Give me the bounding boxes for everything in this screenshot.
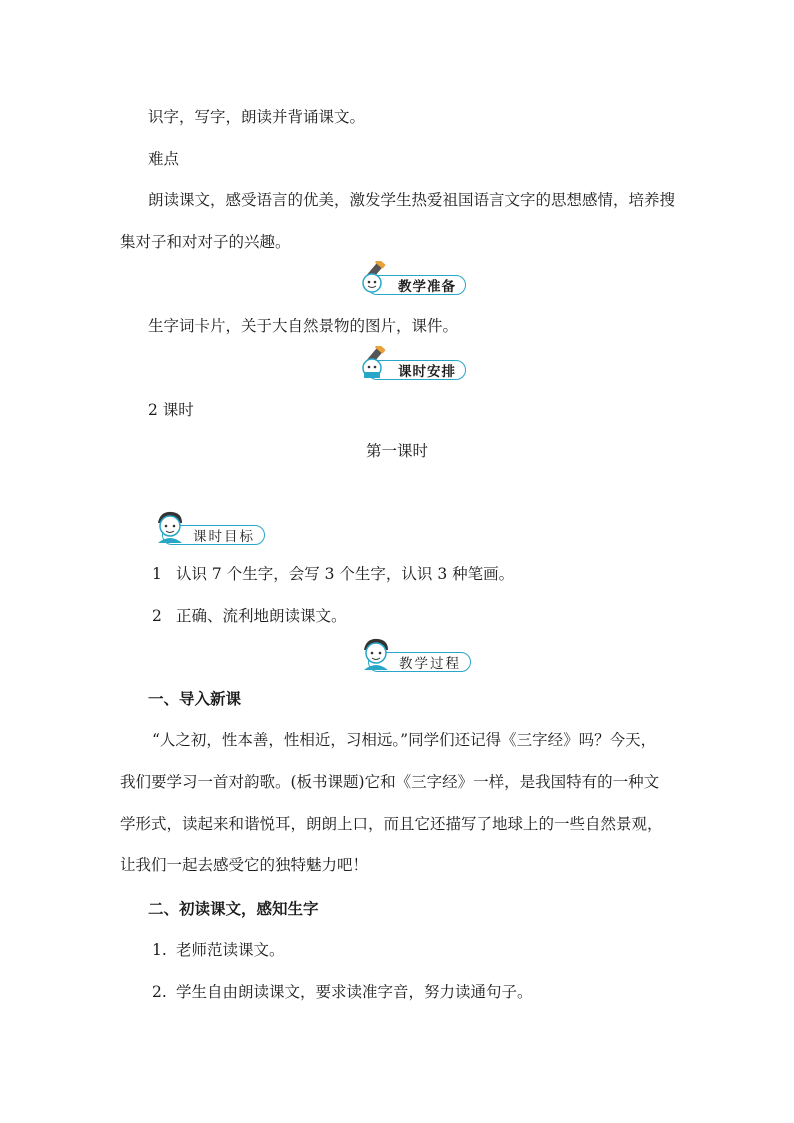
part1-line: 我们要学习一首对韵歌。(板书课题)它和《三字经》一样，是我国特有的一种文	[120, 773, 660, 791]
schedule-label: 课时安排	[367, 360, 466, 380]
student-icon	[358, 636, 394, 672]
part2-item-text: 老师范读课文。	[176, 941, 285, 959]
part1-heading: 一、导入新课	[148, 689, 242, 708]
paragraph-difficulty-line1: 朗读课文，感受语言的优美，激发学生热爱祖国语言文字的思想感情，培养搜	[148, 191, 676, 209]
paragraph-key-points: 识字，写字，朗读并背诵课文。	[148, 108, 366, 126]
goal-item-number: 1	[152, 565, 162, 583]
teaching-prep-text: 生字词卡片，关于大自然景物的图片，课件。	[148, 317, 459, 335]
schedule-text: 2 课时	[148, 401, 194, 419]
teaching-process-badge	[358, 642, 471, 672]
difficulty-heading: 难点	[148, 150, 180, 168]
lesson-title: 第一课时	[365, 442, 428, 460]
part1-line: “人之初，性本善，性相近，习相远。”同学们还记得《三字经》吗？今天，	[152, 731, 657, 749]
part1-line: 学形式，读起来和谐悦耳，朗朗上口，而且它还描写了地球上的一些自然景观，	[120, 815, 663, 833]
goal-item-text: 正确、流利地朗读课文。	[176, 607, 347, 625]
part2-item-text: 学生自由朗读课文，要求读准字音，努力读通句子。	[176, 983, 533, 1001]
part2-item-number: 1.	[152, 941, 167, 959]
lesson-goals-badge	[152, 515, 265, 545]
pencil-character-icon	[357, 346, 393, 380]
goal-item-text: 认识 7 个生字，会写 3 个生字，认识 3 种笔画。	[176, 565, 515, 583]
lesson-goals-label: 课时目标	[162, 525, 265, 545]
teaching-prep-badge	[357, 265, 466, 295]
teaching-prep-label: 教学准备	[367, 275, 466, 295]
teaching-process-label: 教学过程	[368, 652, 471, 672]
part2-heading: 二、初读课文，感知生字	[148, 899, 319, 918]
goal-item-number: 2	[152, 607, 162, 625]
part1-line: 让我们一起去感受它的独特魅力吧！	[120, 856, 369, 874]
paragraph-difficulty-line2: 集对子和对对子的兴趣。	[120, 233, 291, 251]
schedule-badge	[357, 350, 466, 380]
pencil-character-icon	[357, 261, 393, 295]
part2-item-number: 2.	[152, 983, 167, 1001]
student-icon	[152, 509, 188, 545]
